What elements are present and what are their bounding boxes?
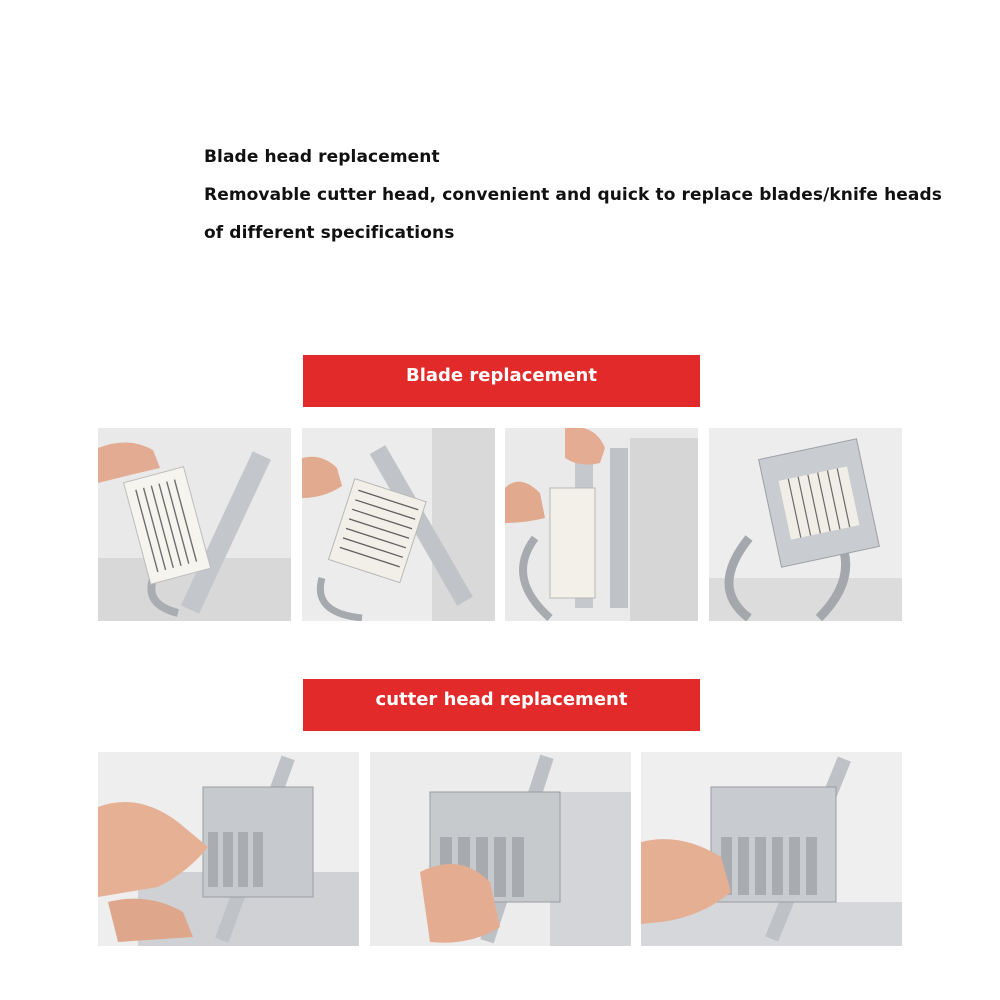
cutter-head-replacement-photo-3 xyxy=(641,752,902,946)
intro-title: Blade head replacement xyxy=(204,147,440,167)
blade-replacement-photo-4 xyxy=(709,428,902,621)
blade-replacement-photo-3 xyxy=(505,428,698,621)
intro-description-line-2: of different specifications xyxy=(204,223,455,243)
blade-replacement-banner: Blade replacement xyxy=(303,355,700,407)
intro-description-line-1: Removable cutter head, convenient and quick to replace blades/knife heads xyxy=(204,185,942,205)
intro-text-block xyxy=(204,138,942,252)
cutter-head-replacement-photo-2 xyxy=(370,752,631,946)
cutter-head-replacement-photo-1 xyxy=(98,752,359,946)
cutter-head-replacement-banner: cutter head replacement xyxy=(303,679,700,731)
blade-replacement-photo-1 xyxy=(98,428,291,621)
blade-replacement-photo-2 xyxy=(302,428,495,621)
